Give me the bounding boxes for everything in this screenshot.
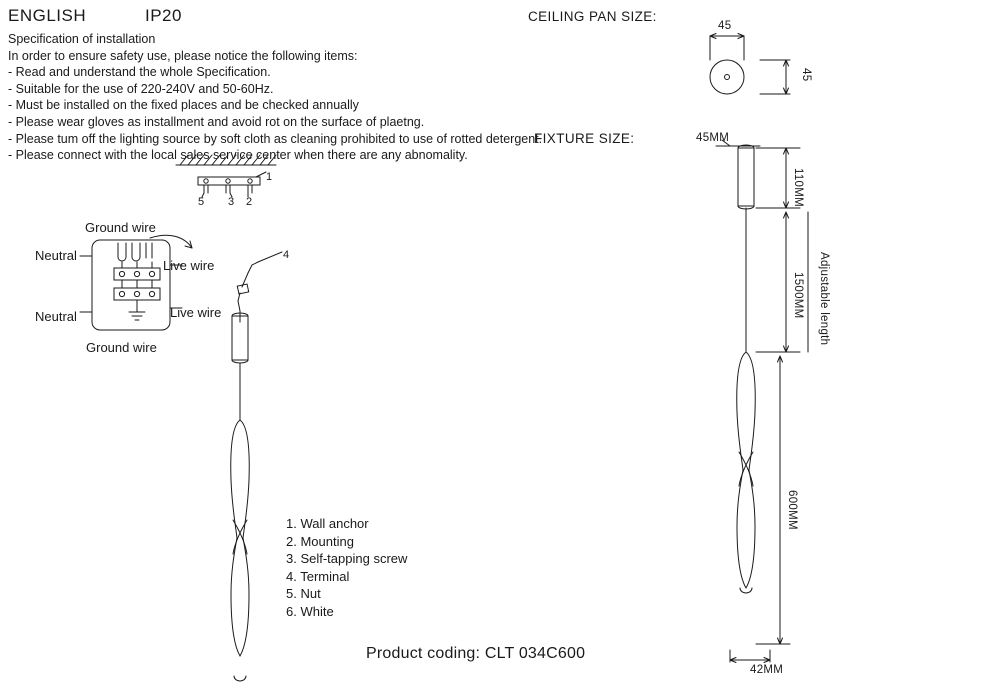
ceiling-pan-detail	[710, 34, 790, 95]
part-item-2: 2. Mounting	[286, 533, 354, 549]
product-illustration-main	[231, 313, 249, 681]
dimension-body-width: 42MM	[750, 664, 784, 676]
terminal-connector-detail	[237, 252, 282, 322]
dimension-adjustable-label: Adjustable length	[818, 252, 830, 346]
callout-number-3: 3	[228, 196, 235, 208]
spec-line-3: - Must be installed on the fixed places and be checked annually	[8, 98, 359, 113]
label-live-wire-top: Live wire	[163, 258, 215, 273]
header-language: ENGLISH	[8, 6, 87, 25]
ceiling-pan-size-heading: CEILING PAN SIZE:	[528, 9, 657, 24]
callout-number-4: 4	[283, 249, 290, 261]
dimension-cable-length: 1500MM	[792, 272, 804, 319]
label-neutral-bottom: Neutral	[35, 309, 77, 324]
spec-line-0: In order to ensure safety use, please notice the following items:	[8, 48, 358, 63]
spec-line-4: - Please wear gloves as installment and avoid rot on the surface of plaetng.	[8, 114, 425, 129]
label-ground-wire-top: Ground wire	[85, 220, 156, 235]
label-neutral-top: Neutral	[35, 248, 77, 263]
product-coding: Product coding: CLT 034C600	[366, 645, 586, 662]
wiring-diagram	[80, 235, 192, 330]
header-ip-rating: IP20	[145, 6, 182, 25]
dimension-cylinder-height: 110MM	[792, 168, 804, 207]
part-item-4: 4. Terminal	[286, 568, 350, 584]
callout-number-1: 1	[266, 171, 273, 183]
fixture-size-drawing	[716, 140, 808, 663]
part-item-5: 5. Nut	[286, 586, 321, 601]
dimension-ceiling-pan-width: 45	[718, 20, 732, 32]
spec-line-1: - Read and understand the whole Specification.	[8, 65, 271, 80]
dimension-body-height: 600MM	[786, 490, 798, 530]
label-ground-wire-bottom: Ground wire	[86, 340, 157, 355]
spec-line-2: - Suitable for the use of 220-240V and 50-60Hz.	[8, 81, 274, 96]
callout-number-2: 2	[246, 196, 253, 208]
part-item-3: 3. Self-tapping screw	[286, 551, 408, 566]
spec-title: Specification of installation	[8, 32, 156, 46]
dimension-ceiling-pan-height: 45	[800, 68, 812, 82]
label-live-wire-bottom: Live wire	[170, 305, 222, 320]
spec-line-5: - Please tum off the lighting source by soft cloth as cleaning prohibited to use of rotted detergent.	[8, 131, 543, 146]
callout-number-5: 5	[198, 196, 205, 208]
part-item-6: 6. White	[286, 603, 334, 619]
dimension-top-cap: 45MM	[696, 132, 730, 144]
ceiling-mount-detail	[176, 155, 276, 197]
spec-line-6: - Please connect with the local sales service center when there are any abnomality.	[8, 148, 468, 163]
fixture-size-heading: FIXTURE SIZE:	[534, 131, 635, 146]
part-item-1: 1. Wall anchor	[286, 516, 369, 531]
